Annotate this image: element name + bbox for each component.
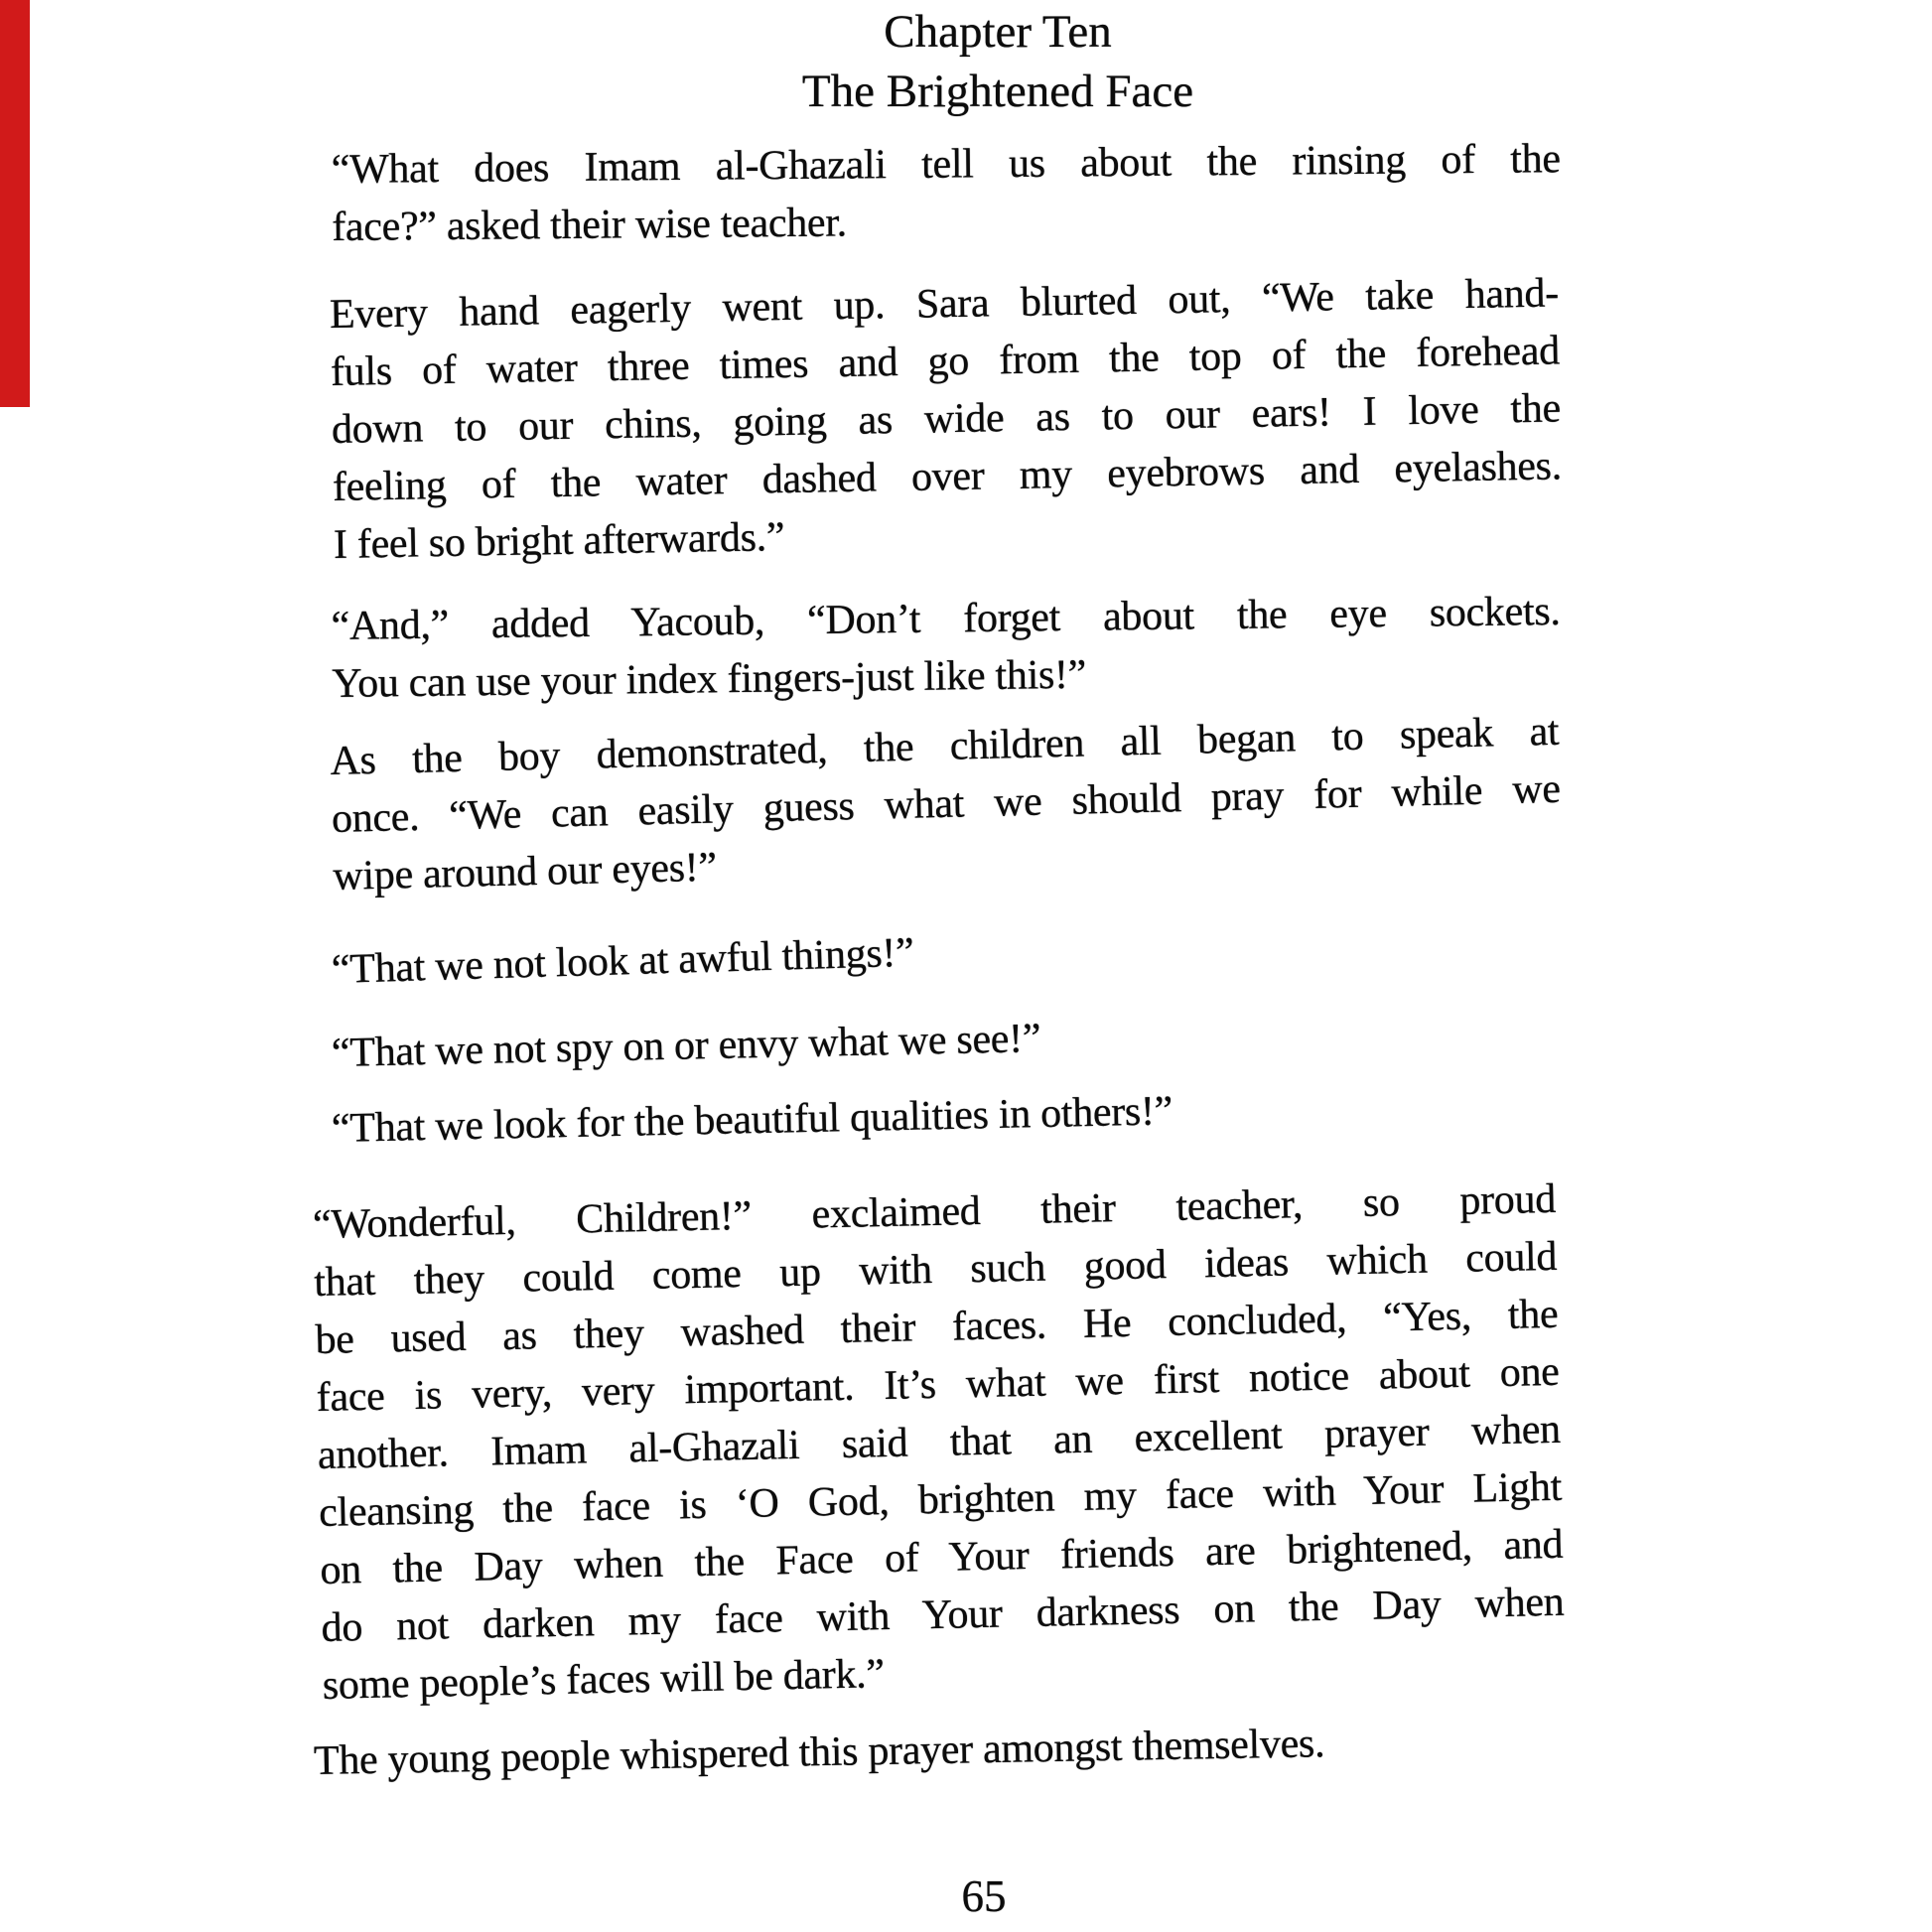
book-page-content: [312, 6, 1565, 1790]
text-line: fuls of water three times and go from the top of the forehead: [330, 328, 1561, 396]
text-line: You can use your index fingers-just like this!”: [332, 651, 1087, 707]
chapter-heading: Chapter Ten: [884, 6, 1112, 58]
text-line: “What does Imam al-Ghazali tell us about the rinsing of the: [331, 136, 1561, 194]
text-line: Every hand eagerly went up. Sara blurted out, “We take hand-: [329, 270, 1560, 339]
paragraph: [331, 1074, 1561, 1158]
paragraph: [331, 904, 1561, 999]
text-line: As the boy demonstrated, the children all began to speak at: [330, 708, 1560, 785]
page-body: [312, 136, 1565, 1790]
chapter-title: The Brightened Face: [801, 66, 1194, 117]
text-line: “That we look for the beautiful qualities in others!”: [331, 1088, 1173, 1152]
text-line: I feel so bright afterwards.”: [333, 514, 785, 568]
text-line: do not darken my face with Your darkness on the Day when: [321, 1579, 1565, 1651]
paragraph: [331, 130, 1561, 256]
paragraph: [329, 264, 1563, 574]
paragraph: [330, 703, 1563, 905]
paragraph: [331, 999, 1561, 1082]
paragraph: [313, 1171, 1567, 1715]
text-line: “And,” added Yacoub, “Don’t forget about the eye sockets.: [331, 588, 1561, 650]
text-line: “That we not look at awful things!”: [331, 929, 915, 993]
paragraph: [331, 583, 1561, 713]
text-line: “Wonderful, Children!” exclaimed their teacher, so proud: [312, 1175, 1557, 1249]
text-line: The young people whispered this prayer amongst themselves.: [313, 1721, 1325, 1784]
text-line: be used as they washed their faces. He concluded, “Yes, the: [315, 1291, 1559, 1364]
text-line: some people’s faces will be dark.”: [322, 1651, 886, 1709]
text-line: wipe around our eyes!”: [332, 844, 718, 899]
text-line: another. Imam al-Ghazali said that an excellent prayer when: [317, 1406, 1562, 1478]
scan-edge-mark: [0, 0, 30, 407]
text-line: on the Day when the Face of Your friends are brightened, and: [319, 1521, 1564, 1593]
page-number: 65: [961, 1871, 1007, 1921]
text-line: face is very, very important. It’s what we first notice about one: [316, 1348, 1560, 1422]
paragraph: [313, 1711, 1561, 1790]
text-line: “That we not spy on or envy what we see!”: [331, 1016, 1041, 1076]
text-line: cleansing the face is ‘O God, brighten my face with Your Light: [318, 1463, 1563, 1536]
text-line: face?” asked their wise teacher.: [332, 200, 848, 250]
text-line: down to our chins, going as wide as to our ears! I love the: [331, 385, 1562, 453]
text-line: feeling of the water dashed over my eyebrows and eyelashes.: [332, 443, 1563, 510]
text-line: that they could come up with such good ideas which could: [313, 1233, 1558, 1307]
text-line: once. “We can easily guess what we should pray for while we: [331, 765, 1562, 842]
